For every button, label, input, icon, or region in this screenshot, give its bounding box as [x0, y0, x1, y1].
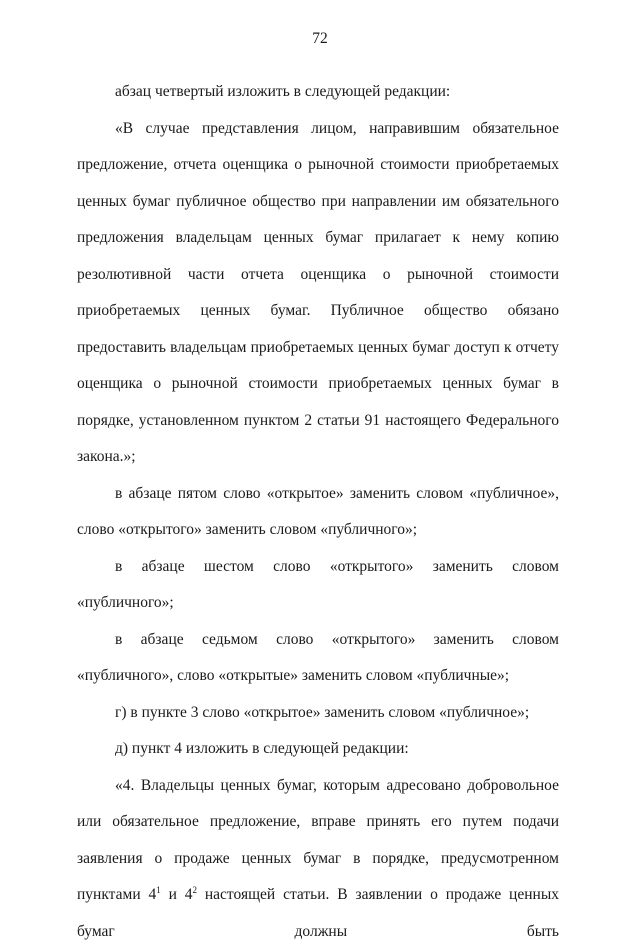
- paragraph-intro: абзац четвертый изложить в следующей редакции:: [77, 74, 559, 111]
- superscript-1: 1: [156, 885, 161, 895]
- paragraph-seventh-amendment: в абзаце седьмом слово «открытого» заменить словом «публичного», слово «открытые» заменить словом «публичные»;: [77, 622, 559, 695]
- superscript-2: 2: [193, 885, 198, 895]
- point-4-text-end: настоящей статьи. В заявлении о продаже ценных бумаг должны быть: [77, 886, 559, 940]
- paragraph-sixth-amendment: в абзаце шестом слово «открытого» заменить словом «публичного»;: [77, 549, 559, 622]
- paragraph-quoted-text: «В случае представления лицом, направившим обязательное предложение, отчета оценщика о рыночной стоимости приобретаемых ценных бумаг публичное общество при направлении им обязательного предложения владельцам ценных бумаг прилагает к нему копию резолютивной части отчета оценщика о рыночной стоимости приобретаемых ценных бумаг. Публичное общество обязано предоставить владельцам приобретаемых ценных бумаг доступ к отчету оценщика о рыночной стоимости приобретаемых ценных бумаг в порядке, установленном пунктом 2 статьи 91 настоящего Федерального закона.»;: [77, 111, 559, 476]
- paragraph-point-4: [77, 768, 559, 950]
- document-body: [77, 74, 559, 950]
- page-number: 72: [0, 30, 640, 48]
- paragraph-item-g: г) в пункте 3 слово «открытое» заменить словом «публичное»;: [77, 695, 559, 732]
- point-4-text-start: «4. Владельцы ценных бумаг, которым адресовано добровольное или обязательное предложение, вправе принять его путем подачи заявления о продаже ценных бумаг в порядке, предусмотренном пунктами 4: [77, 777, 559, 904]
- paragraph-fifth-amendment: в абзаце пятом слово «открытое» заменить словом «публичное», слово «открытого» заменить словом «публичного»;: [77, 476, 559, 549]
- point-4-text-middle: и 4: [161, 886, 193, 903]
- paragraph-item-d: д) пункт 4 изложить в следующей редакции:: [77, 731, 559, 768]
